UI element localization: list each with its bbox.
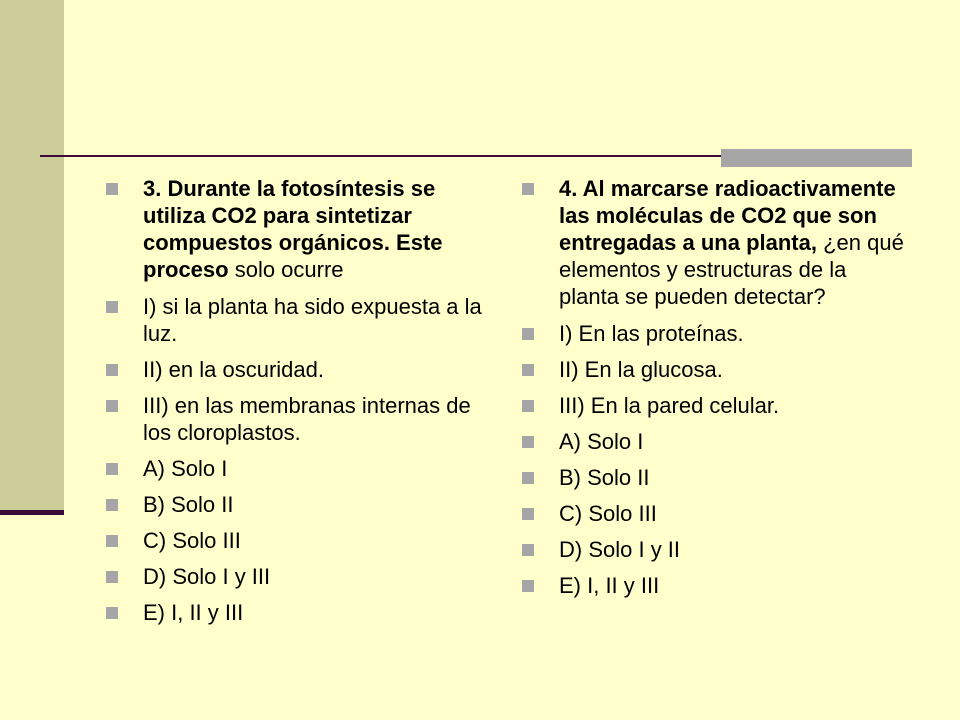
list-item [106, 293, 486, 347]
list-item [522, 500, 907, 527]
item-text: A) Solo I [559, 429, 644, 454]
item-text: C) Solo III [143, 528, 241, 553]
question-3-prompt [106, 175, 486, 283]
list-item [106, 455, 486, 482]
bullet-square-icon [522, 364, 534, 376]
list-item [106, 392, 486, 446]
item-text: B) Solo II [559, 465, 650, 490]
bullet-square-icon [522, 328, 534, 340]
item-text: B) Solo II [143, 492, 234, 517]
bullet-square-icon [106, 535, 118, 547]
bullet-square-icon [106, 400, 118, 412]
list-item [106, 599, 486, 626]
item-text: A) Solo I [143, 456, 228, 481]
decorative-side-bar [0, 0, 64, 514]
item-text: I) si la planta ha sido expuesta a la luz. [143, 294, 482, 346]
question-4-prompt-rest: ¿en qué elementos y estructuras de la planta se pueden detectar? [559, 230, 904, 309]
bullet-square-icon [106, 301, 118, 313]
list-item [106, 356, 486, 383]
divider-accent-block [721, 149, 912, 167]
list-item [522, 464, 907, 491]
list-item [522, 320, 907, 347]
question-3-prompt-rest: solo ocurre [228, 257, 344, 282]
bullet-square-icon [522, 472, 534, 484]
item-text: I) En las proteínas. [559, 321, 744, 346]
item-text: E) I, II y III [143, 600, 244, 625]
bullet-square-icon [106, 571, 118, 583]
bullet-square-icon [106, 183, 118, 195]
bullet-square-icon [106, 463, 118, 475]
list-item [106, 563, 486, 590]
list-item [106, 491, 486, 518]
question-4-prompt [522, 175, 907, 310]
bullet-square-icon [522, 436, 534, 448]
bullet-square-icon [522, 580, 534, 592]
list-item [106, 527, 486, 554]
item-text: E) I, II y III [559, 573, 660, 598]
item-text: C) Solo III [559, 501, 657, 526]
side-bar-underline [0, 510, 64, 515]
bullet-square-icon [522, 544, 534, 556]
item-text: III) en las membranas internas de los cloroplastos. [143, 393, 471, 445]
question-3-prompt-bold: 3. Durante la fotosíntesis se utiliza CO2 para sintetizar compuestos orgánicos. Este proceso [143, 176, 443, 282]
list-item [522, 572, 907, 599]
bullet-square-icon [106, 607, 118, 619]
question-4-prompt-bold: 4. Al marcarse radioactivamente las moléculas de CO2 que son entregadas a una planta, [559, 176, 896, 255]
question-3-list [106, 175, 486, 635]
list-item [522, 428, 907, 455]
list-item [522, 536, 907, 563]
question-4-list [522, 175, 907, 608]
list-item [522, 392, 907, 419]
item-text: II) En la glucosa. [559, 357, 723, 382]
item-text: D) Solo I y II [559, 537, 681, 562]
bullet-square-icon [522, 400, 534, 412]
item-text: II) en la oscuridad. [143, 357, 324, 382]
bullet-square-icon [106, 499, 118, 511]
item-text: III) En la pared celular. [559, 393, 780, 418]
bullet-square-icon [522, 183, 534, 195]
list-item [522, 356, 907, 383]
item-text: D) Solo I y III [143, 564, 271, 589]
bullet-square-icon [106, 364, 118, 376]
bullet-square-icon [522, 508, 534, 520]
